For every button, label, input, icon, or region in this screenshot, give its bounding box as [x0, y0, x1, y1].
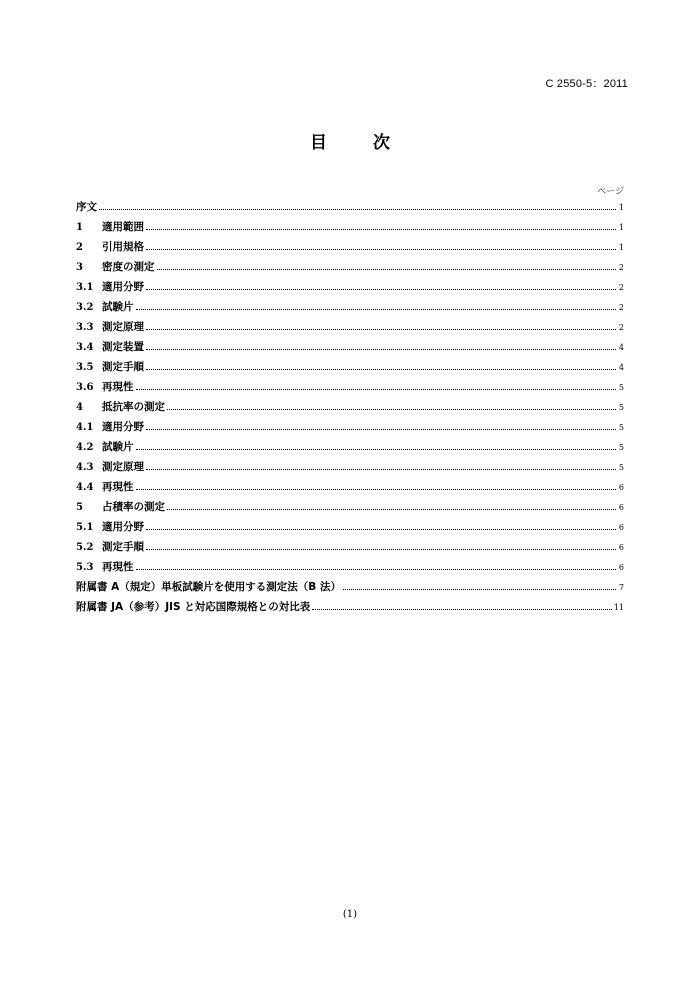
toc-entry-number: 3.1	[76, 282, 94, 293]
toc-entry[interactable]	[76, 579, 624, 599]
toc-leader-dots	[136, 568, 617, 570]
toc-entry-title: 再現性	[102, 561, 134, 573]
toc-leader-dots	[146, 368, 616, 370]
toc-entry[interactable]	[76, 499, 624, 519]
toc-entry-number: 3.2	[76, 302, 94, 313]
toc-entry-number: 5.1	[76, 522, 94, 533]
toc-entry-number: 4.3	[76, 462, 94, 473]
toc-entry[interactable]	[76, 519, 624, 539]
toc-entry-number: 4	[76, 402, 83, 413]
toc-leader-dots	[146, 348, 616, 350]
toc-leader-dots	[343, 588, 616, 590]
toc-entry-page: 6	[618, 543, 624, 552]
toc-leader-dots	[136, 488, 617, 490]
toc-entry-page: 6	[618, 503, 624, 512]
toc-entry-number: 2	[76, 242, 83, 253]
toc-leader-dots	[136, 388, 617, 390]
toc-entry[interactable]	[76, 539, 624, 559]
toc-entry-title: 密度の測定	[102, 261, 155, 273]
toc-entry-title: 試験片	[102, 301, 134, 313]
toc-entry[interactable]	[76, 599, 624, 619]
toc-entry-number: 4.4	[76, 482, 94, 493]
toc-entry-page: 2	[618, 263, 624, 272]
document-code: C 2550-5：2011	[545, 78, 628, 90]
page-column-label: ページ	[597, 187, 624, 197]
toc-entry[interactable]	[76, 319, 624, 339]
toc-leader-dots	[146, 528, 616, 530]
toc-entry-page: 5	[618, 403, 624, 412]
toc-entry-title: 附属書 JA（参考）JIS と対応国際規格との対比表	[76, 601, 311, 613]
toc-leader-dots	[167, 408, 616, 410]
toc-entry-title: 引用規格	[102, 241, 144, 253]
toc-entry-page: 6	[618, 523, 624, 532]
toc-entry-number: 3.3	[76, 322, 94, 333]
page-number: (1)	[342, 909, 358, 920]
toc-leader-dots	[146, 288, 616, 290]
page-title: 目 次	[310, 133, 410, 153]
toc-entry-number: 3	[76, 262, 83, 273]
toc-entry[interactable]	[76, 239, 624, 259]
toc-leader-dots	[146, 248, 616, 250]
toc-entry-title: 測定手順	[102, 361, 144, 373]
toc-leader-dots	[146, 328, 616, 330]
toc-entry-page: 5	[618, 443, 624, 452]
table-of-contents	[76, 199, 624, 619]
toc-entry-title: 測定原理	[102, 321, 144, 333]
toc-entry[interactable]	[76, 219, 624, 239]
toc-entry-title: 適用分野	[102, 281, 144, 293]
toc-entry-page: 5	[618, 383, 624, 392]
toc-entry[interactable]	[76, 459, 624, 479]
toc-entry-number: 3.4	[76, 342, 94, 353]
toc-entry-page: 7	[618, 583, 624, 592]
toc-entry-number: 5	[76, 502, 83, 513]
toc-entry-page: 2	[618, 283, 624, 292]
toc-entry[interactable]	[76, 259, 624, 279]
toc-leader-dots	[167, 508, 616, 510]
toc-leader-dots	[136, 448, 617, 450]
toc-leader-dots	[146, 228, 616, 230]
toc-leader-dots	[99, 208, 616, 210]
toc-entry-title: 測定装置	[102, 341, 144, 353]
toc-entry[interactable]	[76, 359, 624, 379]
toc-entry-number: 3.5	[76, 362, 94, 373]
toc-entry[interactable]	[76, 379, 624, 399]
toc-leader-dots	[146, 548, 616, 550]
toc-entry-title: 再現性	[102, 381, 134, 393]
toc-entry-page: 5	[618, 463, 624, 472]
toc-entry-page: 4	[618, 363, 624, 372]
toc-entry-page: 1	[618, 223, 624, 232]
toc-entry[interactable]	[76, 559, 624, 579]
toc-entry-title: 抵抗率の測定	[102, 401, 165, 413]
toc-entry-title: 再現性	[102, 481, 134, 493]
toc-leader-dots	[146, 468, 616, 470]
toc-entry-page: 6	[618, 563, 624, 572]
toc-entry-number: 1	[76, 222, 83, 233]
toc-leader-dots	[146, 428, 616, 430]
toc-entry-page: 4	[618, 343, 624, 352]
toc-entry-title: 測定原理	[102, 461, 144, 473]
toc-entry-page: 2	[618, 323, 624, 332]
toc-entry-number: 4.1	[76, 422, 94, 433]
toc-entry-number: 5.2	[76, 542, 94, 553]
toc-leader-dots	[136, 308, 617, 310]
toc-entry-page: 5	[618, 423, 624, 432]
toc-entry-title: 占積率の測定	[102, 501, 165, 513]
toc-entry-title: 試験片	[102, 441, 134, 453]
toc-entry[interactable]	[76, 199, 624, 219]
toc-entry[interactable]	[76, 279, 624, 299]
toc-entry-title: 適用範囲	[102, 221, 144, 233]
toc-entry-page: 11	[613, 603, 624, 612]
toc-entry[interactable]	[76, 399, 624, 419]
toc-entry-number: 4.2	[76, 442, 94, 453]
toc-entry-title: 測定手順	[102, 541, 144, 553]
toc-leader-dots	[312, 608, 612, 610]
toc-entry-title: 附属書 A（規定）単板試験片を使用する測定法（B 法）	[76, 581, 341, 593]
toc-entry-page: 2	[618, 303, 624, 312]
toc-entry[interactable]	[76, 439, 624, 459]
toc-entry-page: 1	[618, 243, 624, 252]
toc-entry[interactable]	[76, 339, 624, 359]
toc-entry-title: 適用分野	[102, 421, 144, 433]
toc-entry[interactable]	[76, 419, 624, 439]
toc-entry-title: 適用分野	[102, 521, 144, 533]
toc-entry-page: 1	[618, 203, 624, 212]
toc-leader-dots	[157, 268, 617, 270]
toc-entry-page: 6	[618, 483, 624, 492]
toc-entry-title: 序文	[76, 201, 97, 213]
toc-entry[interactable]	[76, 299, 624, 319]
toc-entry-number: 5.3	[76, 562, 94, 573]
toc-entry-number: 3.6	[76, 382, 94, 393]
toc-entry[interactable]	[76, 479, 624, 499]
